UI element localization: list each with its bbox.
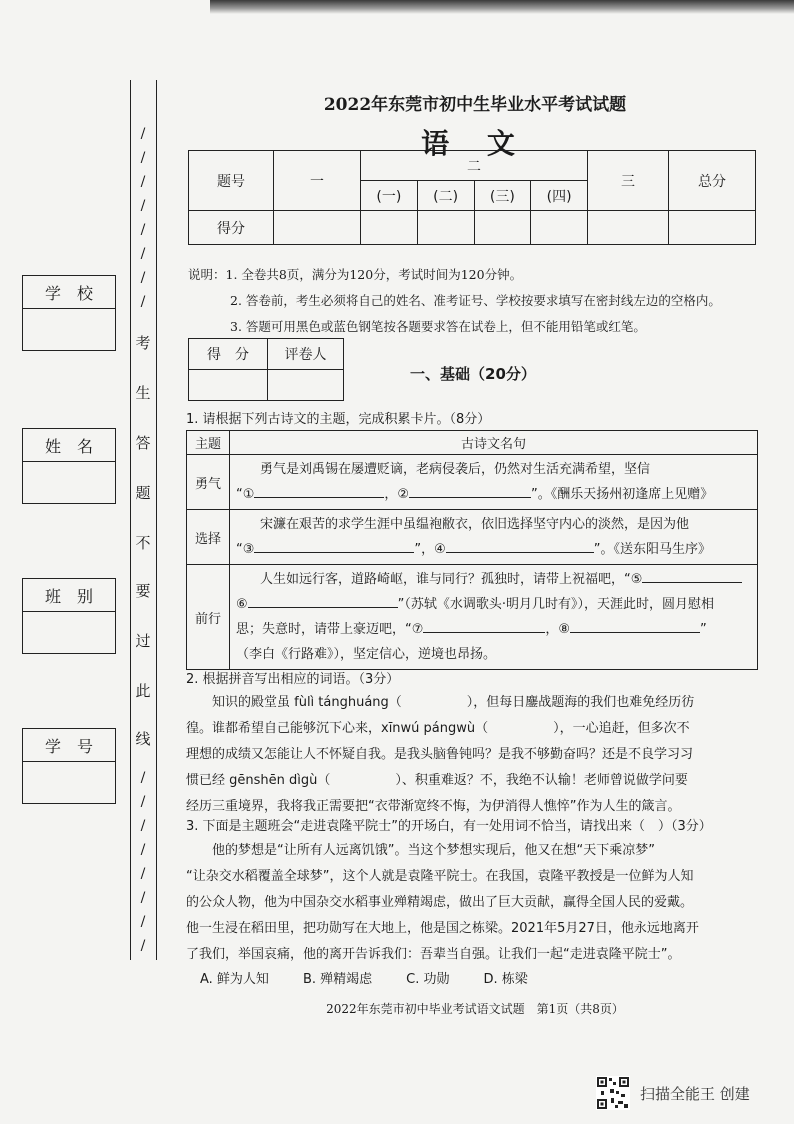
binding-line-left — [130, 80, 131, 960]
q3-line: 他一生浸在稻田里，把功勋写在大地上，他是国之栋梁。2021年5月27日，他永远地离开 — [186, 921, 699, 936]
score-table-sub: (一) — [361, 181, 418, 211]
q2-line: 徨。谁都希望自己能够沉下心来，xīnwú pángwù（ ），一心追赶，但多次不 — [186, 721, 690, 736]
school-field[interactable] — [22, 275, 116, 351]
q2-line: 惯已经 gēnshēn dìgù（ ）、积重难返？不，我绝不认输！老师曾说做学问要 — [186, 773, 688, 788]
grader-box — [188, 338, 344, 401]
score-table-total: 总分 — [669, 151, 756, 211]
instruction-line: 说明：1. 全卷共8页，满分为120分，考试时间为120分钟。 — [188, 267, 523, 282]
card-theme: 选择 — [187, 510, 230, 565]
score-cell[interactable] — [531, 211, 588, 245]
card-header-theme: 主题 — [187, 431, 230, 455]
seal-word: 此 — [135, 682, 151, 700]
class-field[interactable] — [22, 578, 116, 654]
binding-line-right — [156, 80, 157, 960]
score-cell[interactable] — [274, 211, 361, 245]
card-row-choice: 宋濂在艰苦的求学生涯中虽缊袍敝衣，依旧选择坚守内心的淡然，是因为他 “③ ”，④ ”。《送东阳马生序》 — [230, 510, 758, 565]
answer-blank-1[interactable] — [254, 497, 384, 498]
q2-passage — [186, 690, 760, 820]
score-table-sub: (三) — [474, 181, 531, 211]
score-table-score-label: 得分 — [189, 211, 274, 245]
q1-prompt: 1. 请根据下列古诗文的主题，完成积累卡片。（8分） — [186, 412, 491, 427]
instruction-line: 3. 答题可用黑色或蓝色钢笔按各题要求答在试卷上，但不能用铅笔或红笔。 — [230, 319, 646, 334]
exam-title: 2022年东莞市初中生毕业水平考试试题 — [323, 95, 627, 115]
scanner-watermark: 扫描全能王 创建 — [640, 1085, 750, 1103]
q2-line: 知识的殿堂虽 fùlì tánghuáng（ ），但每日鏖战题海的我们也难免经历彷 — [212, 695, 695, 710]
answer-blank-2[interactable] — [409, 497, 531, 498]
answer-blank-7[interactable] — [423, 632, 545, 633]
score-cell[interactable] — [588, 211, 669, 245]
slash-column-top: / / / / / / / / — [140, 126, 146, 310]
card-theme: 前行 — [187, 565, 230, 670]
card-row-journey: 人生如远行客，道路崎岖，谁与同行？孤独时，请带上祝福吧，“⑤ ⑥ ”（苏轼《水调歌头·明月几时有》），天涯此时，圆月慰相 思；失意时，请带上豪迈吧，“⑦ ，⑧ ” （李白《行路难》），坚定信心，逆境也昂扬。 — [230, 565, 758, 670]
score-table-item-label: 题号 — [189, 151, 274, 211]
seal-word: 题 — [135, 484, 151, 502]
score-table-sub: (二) — [417, 181, 474, 211]
q3-line: 了我们，举国哀痛，他的离开告诉我们：吾辈当自强。让我们一起“走进袁隆平院士”。 — [186, 947, 681, 962]
answer-blank-4[interactable] — [446, 552, 594, 553]
seal-word: 答 — [135, 434, 151, 452]
instructions — [188, 262, 768, 340]
q3-options — [200, 970, 660, 990]
page-footer: 2022年东莞市初中毕业考试语文试题 第1页（共8页） — [326, 1002, 624, 1016]
scan-shadow — [210, 0, 794, 14]
grader-score-label: 得 分 — [189, 339, 268, 370]
score-cell[interactable] — [669, 211, 756, 245]
school-label: 学 校 — [23, 276, 115, 309]
q2-line: 经历三重境界，我将我正需要把“衣带渐宽终不悔，为伊消得人憔悴”作为人生的箴言。 — [186, 799, 681, 814]
class-label: 班 别 — [23, 579, 115, 612]
answer-blank-5[interactable] — [642, 582, 742, 583]
q3-option-b[interactable]: B. 殚精竭虑 — [302, 972, 373, 987]
score-cell[interactable] — [417, 211, 474, 245]
score-cell[interactable] — [361, 211, 418, 245]
seal-word: 要 — [135, 582, 151, 600]
q3-prompt: 3. 下面是主题班会“走进袁隆平院士”的开场白，有一处用词不恰当，请找出来（ ）（3分） — [186, 819, 712, 834]
student-id-label: 学 号 — [23, 729, 115, 762]
card-row-courage: 勇气是刘禹锡在屡遭贬谪，老病侵袭后，仍然对生活充满希望，坚信 “① ，② ”。《酬乐天扬州初逢席上见赠》 — [230, 455, 758, 510]
q2-prompt: 2. 根据拼音写出相应的词语。（3分） — [186, 672, 400, 687]
seal-word: 考 — [135, 334, 151, 352]
answer-blank-8[interactable] — [570, 632, 700, 633]
section-title: 一、基础（20分） — [410, 365, 536, 383]
score-cell[interactable] — [474, 211, 531, 245]
q3-option-c[interactable]: C. 功勋 — [406, 972, 450, 987]
name-label: 姓 名 — [23, 429, 115, 462]
score-table-col1: 一 — [274, 151, 361, 211]
q2-line: 理想的成绩又怎能让人不怀疑自我。是我头脑鲁钝吗？是我不够勤奋吗？还是不良学习习 — [186, 747, 694, 762]
q3-line: 他的梦想是“让所有人远离饥饿”。当这个梦想实现后，他又在想“天下乘凉梦” — [212, 843, 655, 858]
answer-blank-6[interactable] — [248, 607, 398, 608]
q3-passage — [186, 838, 760, 968]
card-header-content: 古诗文名句 — [230, 431, 758, 455]
grader-score-cell[interactable] — [189, 370, 268, 401]
seal-word: 线 — [135, 730, 151, 748]
q3-option-a[interactable]: A. 鲜为人知 — [200, 972, 269, 987]
score-table-col3: 三 — [588, 151, 669, 211]
grader-label: 评卷人 — [268, 339, 344, 370]
slash-column-bottom: / / / / / / / / — [140, 770, 146, 954]
q3-line: “让杂交水稻覆盖全球梦”，这个人就是袁隆平院士。在我国，袁隆平教授是一位鲜为人知 — [186, 869, 694, 884]
score-table-sub: (四) — [531, 181, 588, 211]
seal-word: 过 — [135, 632, 151, 650]
qr-code-icon — [596, 1076, 630, 1110]
seal-word: 生 — [135, 384, 151, 402]
subject-title: 语 文 — [421, 127, 529, 160]
score-table — [188, 150, 756, 245]
poetry-card — [186, 430, 758, 670]
name-field[interactable] — [22, 428, 116, 504]
score-table-col2: 二 — [361, 151, 588, 181]
instruction-line: 2. 答卷前，考生必须将自己的姓名、准考证号、学校按要求填写在密封线左边的空格内。 — [230, 293, 721, 308]
answer-blank-3[interactable] — [254, 552, 414, 553]
grader-name-cell[interactable] — [268, 370, 344, 401]
q3-option-d[interactable]: D. 栋梁 — [483, 972, 528, 987]
student-id-field[interactable] — [22, 728, 116, 804]
q3-line: 的公众人物，他为中国杂交水稻事业殚精竭虑，做出了巨大贡献，赢得全国人民的爱戴。 — [186, 895, 694, 910]
seal-word: 不 — [135, 534, 151, 552]
card-theme: 勇气 — [187, 455, 230, 510]
